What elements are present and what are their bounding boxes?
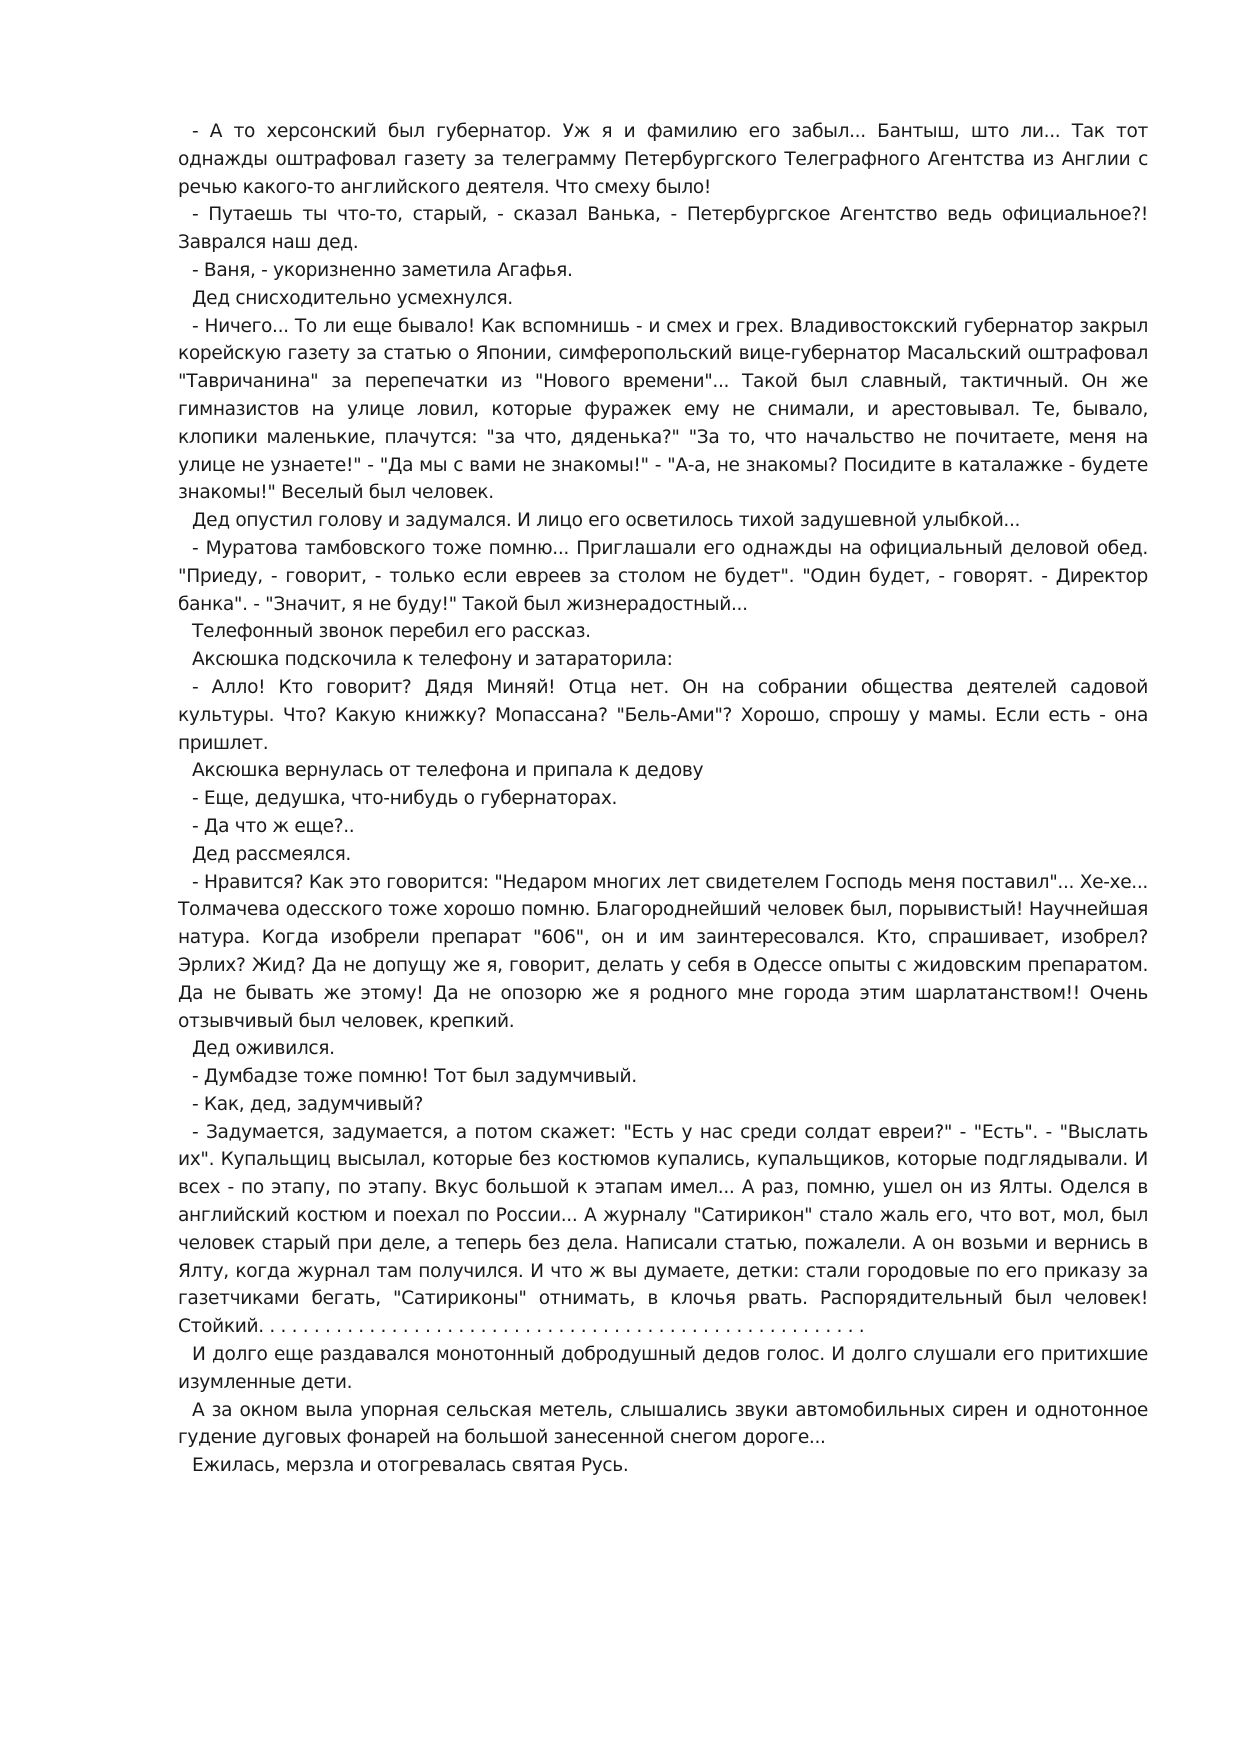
paragraph: Дед снисходительно усмехнулся.: [192, 287, 513, 309]
paragraph: - Еще, дедушка, что-нибудь о губернаторах.: [192, 788, 618, 810]
paragraph: Дед опустил голову и задумался. И лицо его осветилось тихой задушевной улыбкой...: [192, 510, 1021, 532]
paragraph: Ежилась, мерзла и отогревалась святая Русь.: [192, 1455, 629, 1477]
paragraph: - Думбадзе тоже помню! Тот был задумчивый.: [192, 1066, 637, 1088]
paragraph: - Ничего... То ли еще бывало! Как вспомнишь - и смех и грех. Владивостокский губернатор закрыл корейскую газету за статью о Японии, симферопольский вице-губернатор Масальский оштрафовал "Тавричанина" за перепечатки из "Нового времени"... Такой был славный, тактичный. Он же гимназистов на улице ловил, которые фуражек ему не снимали, и арестовывал. Те, бывало, клопики маленькие, плачутся: "за что, дяденька?" "За то, что начальство не почитаете, меня на улице не узнаете!" - "Да мы с вами не знакомы!" - "А-а, не знакомы? Посидите в каталажке - будете знакомы!" Веселый был человек.: [178, 315, 1148, 504]
paragraph: И долго еще раздавался монотонный добродушный дедов голос. И долго слушали его притихшие изумленные дети.: [178, 1344, 1148, 1393]
paragraph: - Нравится? Как это говорится: "Недаром многих лет свидетелем Господь меня поставил"... Хе-хе... Толмачева одесского тоже хорошо помню. Благороднейший человек был, порывистый! Научнейшая натура. Когда изобрели препарат "606", он и им заинтересовался. Кто, спрашивает, изобрел? Эрлих? Жид? Да не допущу же я, говорит, делать у себя в Одессе опыты с жидовским препаратом. Да не бывать же этому! Да не опозорю же я родного мне города этим шарлатанством!! Очень отзывчивый был человек, крепкий.: [178, 871, 1148, 1032]
paragraph: Аксюшка вернулась от телефона и припала к дедову: [192, 760, 704, 782]
document-page: [178, 118, 1148, 1480]
paragraph: - Ваня, - укоризненно заметила Агафья.: [192, 259, 573, 281]
paragraph: - Да что ж еще?..: [192, 815, 355, 837]
paragraph: - А то херсонский был губернатор. Уж я и фамилию его забыл... Бантыш, што ли... Так тот однажды оштрафовал газету за телеграмму Петербургского Телеграфного Агентства из Англии с речью какого-то английского деятеля. Что смеху было!: [178, 121, 1148, 198]
paragraph: Телефонный звонок перебил его рассказ.: [192, 621, 591, 643]
paragraph: А за окном выла упорная сельская метель, слышались звуки автомобильных сирен и однотонное гудение дуговых фонарей на большой занесенной снегом дороге...: [178, 1399, 1148, 1449]
paragraph: - Путаешь ты что-то, старый, - сказал Ванька, - Петербургское Агентство ведь официальное?! Заврался наш дед.: [178, 204, 1148, 254]
paragraph: Дед оживился.: [192, 1038, 335, 1060]
paragraph: - Муратова тамбовского тоже помню... Приглашали его однажды на официальный деловой обед. "Приеду, - говорит, - только если евреев за столом не будет". "Один будет, - говорят. - Директор банка". - "Значит, я не буду!" Такой был жизнерадостный...: [178, 537, 1148, 615]
paragraph: Аксюшка подскочила к телефону и затараторила:: [192, 649, 673, 671]
paragraph: Дед рассмеялся.: [192, 843, 351, 865]
paragraph: - Как, дед, задумчивый?: [192, 1093, 424, 1115]
paragraph: - Алло! Кто говорит? Дядя Миняй! Отца нет. Он на собрании общества деятелей садовой культуры. Что? Какую книжку? Мопассана? "Бель-Ами"? Хорошо, спрошу у мамы. Если есть - она пришлет.: [178, 676, 1148, 754]
paragraph: - Задумается, задумается, а потом скажет: "Есть у нас среди солдат евреи?" - "Есть". - "Выслать их". Купальщиц высылал, которые без костюмов купались, купальщиков, которые подглядывали. И всех - по этапу, по этапу. Вкус большой к этапам имел... А раз, помню, ушел он из Ялты. Оделся в английский костюм и поехал по России... А журналу "Сатирикон" стало жаль его, что вот, мол, был человек старый при деле, а теперь без дела. Написали статью, пожалели. А он возьми и вернись в Ялту, когда журнал там получился. И что ж вы думаете, детки: стали городовые по его приказу за газетчиками бегать, "Сатириконы" отнимать, в клочья рвать. Распорядительный был человек! Стойкий. . . . . . . . . . . . . . . . . . . . . . . . . . . . . . . . . . . . . . . . . . . . . . . . . . . . . . .: [178, 1121, 1148, 1338]
